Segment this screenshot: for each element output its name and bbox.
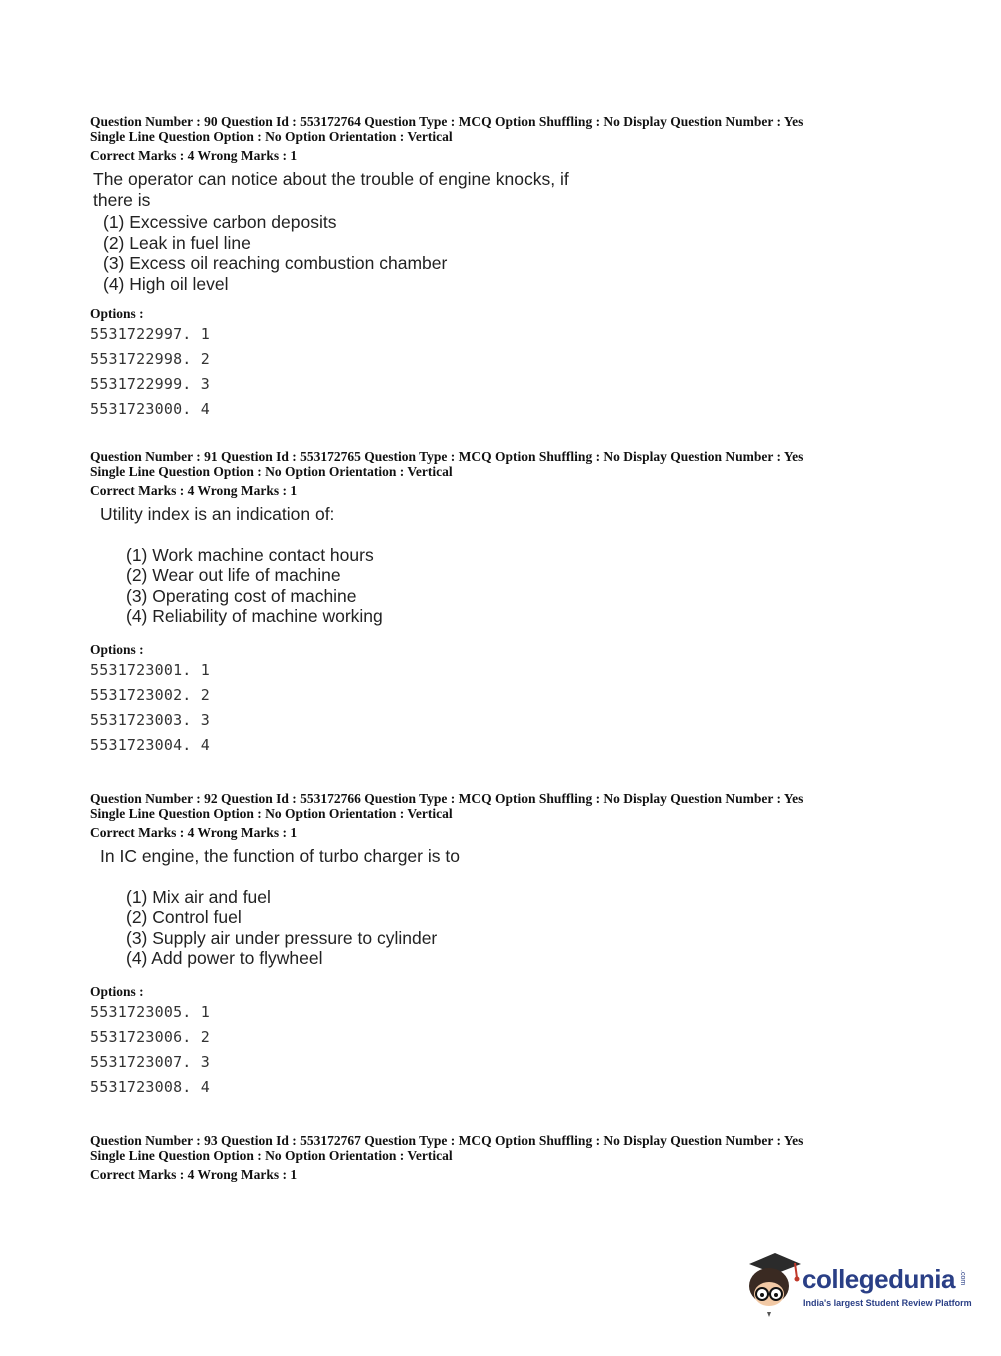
question-stem	[93, 169, 970, 210]
choice-item: (4) High oil level	[103, 273, 229, 294]
choice-item: (2) Leak in fuel line	[103, 232, 251, 253]
question-meta-line2: Single Line Question Option : No Option Orientation : Vertical	[90, 463, 453, 479]
answer-choices	[126, 887, 970, 969]
option-item: 5531723004. 4	[90, 735, 210, 754]
marks-line: Correct Marks : 4 Wrong Marks : 1	[90, 825, 298, 840]
question-image	[100, 504, 970, 627]
question-block-92	[90, 792, 970, 1100]
collegedunia-logo	[745, 1250, 975, 1320]
choice-item: (2) Wear out life of machine	[126, 565, 341, 585]
question-block-90	[90, 115, 970, 422]
mascot-icon	[745, 1250, 805, 1320]
question-meta-line1: Question Number : 91 Question Id : 553172765 Question Type : MCQ Option Shuffling : No Display Question Number : Yes	[90, 449, 804, 464]
answer-choices	[103, 212, 970, 294]
options-label: Options :	[90, 306, 144, 321]
choice-item: (1) Mix air and fuel	[126, 886, 271, 907]
choice-item: (4) Reliability of machine working	[126, 606, 383, 626]
question-image	[93, 169, 970, 294]
answer-choices	[126, 545, 970, 627]
marks-line: Correct Marks : 4 Wrong Marks : 1	[90, 148, 298, 163]
options-label: Options :	[90, 641, 144, 657]
question-block-93	[90, 1134, 970, 1183]
question-block-91	[90, 450, 970, 758]
question-image	[100, 846, 970, 969]
question-stem	[100, 504, 970, 525]
question-meta-line2: Single Line Question Option : No Option Orientation : Vertical	[90, 1147, 453, 1163]
option-item: 5531723007. 3	[90, 1052, 210, 1071]
question-meta-line1: Question Number : 93 Question Id : 553172767 Question Type : MCQ Option Shuffling : No Display Question Number : Yes	[90, 1133, 804, 1148]
question-meta-line2: Single Line Question Option : No Option Orientation : Vertical	[90, 805, 453, 821]
option-item: 5531723008. 4	[90, 1077, 210, 1096]
choice-item: (1) Work machine contact hours	[126, 544, 374, 565]
logo-tagline: India's largest Student Review Platform	[803, 1298, 972, 1308]
logo-com: .com	[959, 1270, 966, 1286]
choice-item: (1) Excessive carbon deposits	[103, 212, 337, 232]
stem-line: The operator can notice about the trouble of engine knocks, if	[93, 169, 569, 189]
question-meta-line1: Question Number : 92 Question Id : 553172766 Question Type : MCQ Option Shuffling : No Display Question Number : Yes	[90, 791, 804, 806]
option-item: 5531723006. 2	[90, 1027, 210, 1046]
choice-item: (3) Excess oil reaching combustion chamber	[103, 253, 448, 273]
option-item: 5531723000. 4	[90, 400, 210, 418]
options-label: Options :	[90, 983, 144, 999]
choice-item: (2) Control fuel	[126, 907, 242, 927]
option-item: 5531723002. 2	[90, 685, 210, 704]
question-meta-line2: Single Line Question Option : No Option Orientation : Vertical	[90, 128, 453, 144]
option-item: 5531723001. 1	[90, 660, 210, 679]
option-item: 5531723005. 1	[90, 1002, 210, 1021]
question-meta-line1: Question Number : 90 Question Id : 553172764 Question Type : MCQ Option Shuffling : No Display Question Number : Yes	[90, 114, 804, 129]
option-item: 5531722999. 3	[90, 375, 210, 393]
stem-line: Utility index is an indication of:	[100, 504, 335, 524]
marks-line: Correct Marks : 4 Wrong Marks : 1	[90, 1167, 298, 1182]
option-item: 5531723003. 3	[90, 710, 210, 729]
choice-item: (4) Add power to flywheel	[126, 948, 323, 968]
stem-line: In IC engine, the function of turbo charger is to	[100, 846, 460, 866]
choice-item: (3) Operating cost of machine	[126, 585, 357, 606]
stem-line: there is	[93, 189, 151, 210]
choice-item: (3) Supply air under pressure to cylinder	[126, 927, 438, 948]
option-item: 5531722998. 2	[90, 350, 210, 368]
logo-name: collegedunia	[802, 1264, 955, 1294]
option-item: 5531722997. 1	[90, 325, 210, 343]
question-stem	[100, 846, 970, 867]
marks-line: Correct Marks : 4 Wrong Marks : 1	[90, 483, 298, 498]
